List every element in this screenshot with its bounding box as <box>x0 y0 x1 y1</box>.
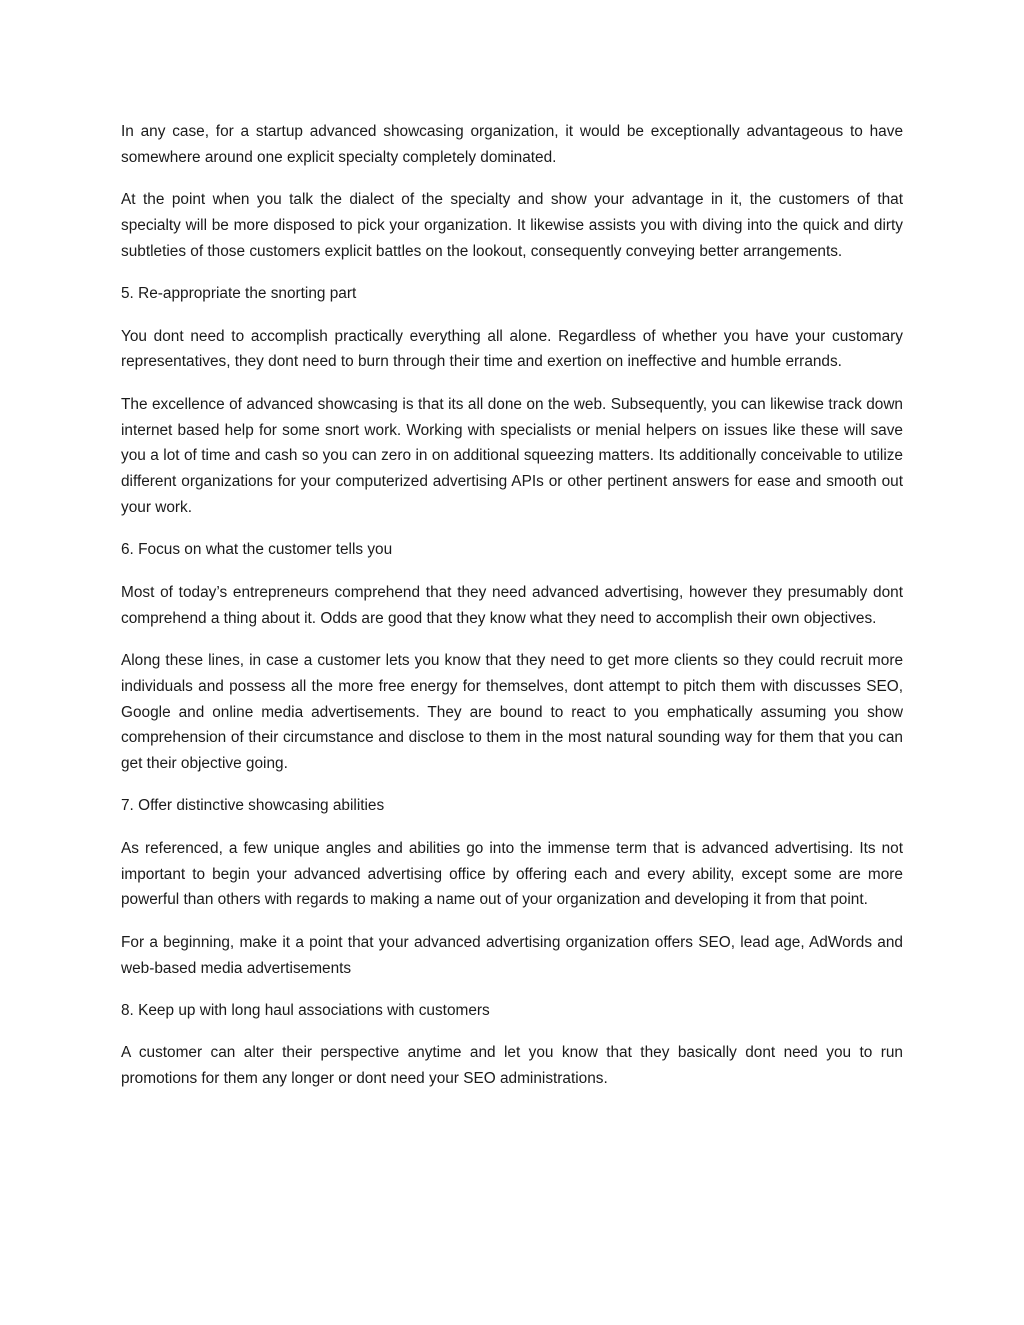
paragraph: Most of today’s entrepreneurs comprehend that they need advanced advertising, however they presumably dont comprehend a thing about it. Odds are good that they know what they need to accomplish their own objectives. <box>121 583 903 627</box>
section-heading: 8. Keep up with long haul associations with customers <box>121 1002 490 1020</box>
section-heading: 5. Re-appropriate the snorting part <box>121 285 357 303</box>
paragraph: Along these lines, in case a customer lets you know that they need to get more clients so they could recruit more individuals and possess all the more free energy for themselves, dont attempt to pitch them with discusses SEO, Google and online media advertisements. They are bound to react to you emphatically assuming you show comprehension of their circumstance and disclose to them in the most natural sounding way for them that you can get their objective going. <box>121 651 903 773</box>
document-body <box>121 119 903 1109</box>
paragraph: For a beginning, make it a point that your advanced advertising organization offers SEO, lead age, AdWords and web-based media advertisements <box>121 933 903 977</box>
section-heading: 7. Offer distinctive showcasing abilities <box>121 797 385 815</box>
paragraph: The excellence of advanced showcasing is that its all done on the web. Subsequently, you can likewise track down internet based help for some snort work. Working with specialists or menial helpers on issues like these will save you a lot of time and cash so you can zero in on additional squeezing matters. Its additionally conceivable to utilize different organizations for your computerized advertising APIs or other pertinent answers for ease and smooth out your work. <box>121 395 903 516</box>
paragraph: As referenced, a few unique angles and abilities go into the immense term that is advanced advertising. Its not important to begin your advanced advertising office by offering each and every ability, except some are more powerful than others with regards to making a name out of your organization and developing it from that point. <box>121 839 903 909</box>
paragraph: You dont need to accomplish practically everything all alone. Regardless of whether you have your customary representatives, they dont need to burn through their time and exertion on ineffective and humble errands. <box>121 327 903 371</box>
paragraph: A customer can alter their perspective anytime and let you know that they basically dont need you to run promotions for them any longer or dont need your SEO administrations. <box>121 1044 903 1088</box>
section-heading: 6. Focus on what the customer tells you <box>121 541 393 559</box>
paragraph: In any case, for a startup advanced showcasing organization, it would be exceptionally advantageous to have somewhere around one explicit specialty completely dominated. <box>121 123 903 166</box>
paragraph: At the point when you talk the dialect of the specialty and show your advantage in it, the customers of that specialty will be more disposed to pick your organization. It likewise assists you with diving into the quick and dirty subtleties of those customers explicit battles on the lookout, consequently conveying better arrangements. <box>121 191 903 260</box>
